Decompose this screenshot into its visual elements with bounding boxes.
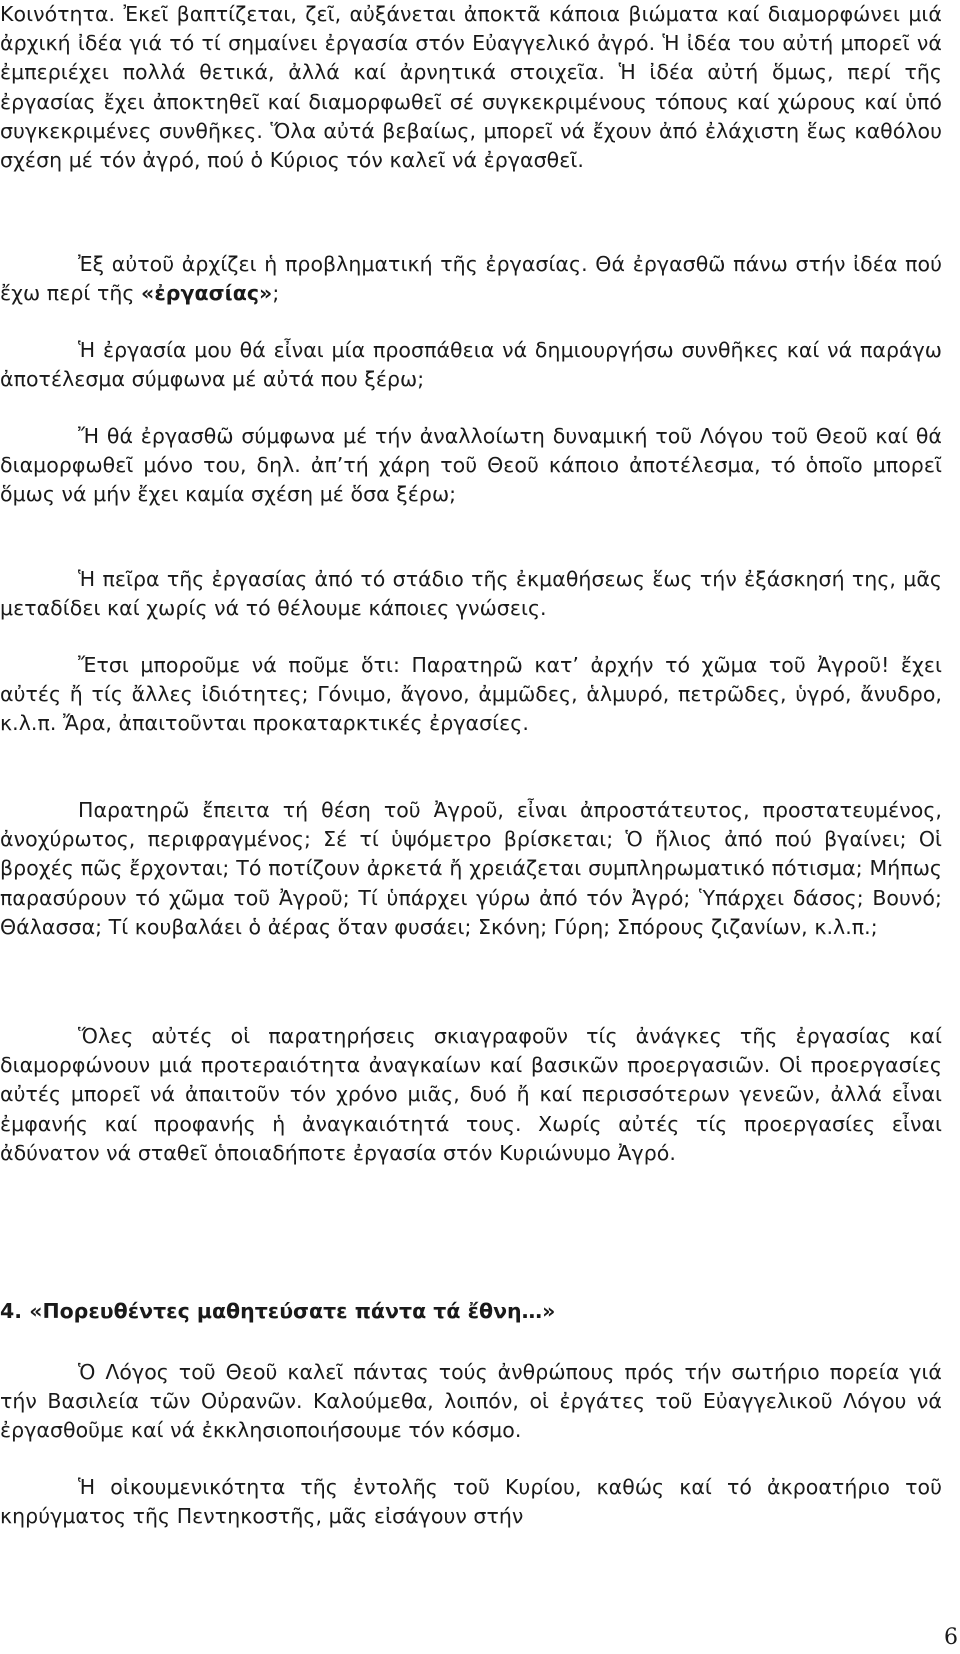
emphasis-ergasias: «ἐργασίας» bbox=[141, 281, 273, 306]
paragraph-6: Ἔτσι μποροῦμε νά ποῦμε ὅτι: Παρατηρῶ κατ’ ἀρχήν τό χῶμα τοῦ Ἀγροῦ! ἔχει αὐτές ἤ τίς ἄλλες ἰδιότητες; Γόνιμο, ἄγονο, ἀμμῶδες, ἁλμυρό, πετρῶδες, ὑγρό, ἄνυδρο, κ.λ.π. Ἄρα, ἀπαιτοῦνται προκαταρκτικές ἐργασίες. bbox=[0, 653, 942, 736]
paragraph-7: Παρατηρῶ ἔπειτα τή θέση τοῦ Ἀγροῦ, εἶναι ἀπροστάτευτος, προστατευμένος, ἀνοχύρωτος, περιφραγμένος; Σέ τί ὑψόμετρο βρίσκεται; Ὁ ἥλιος ἀπό πού βγαίνει; Οἱ βροχές πῶς ἔρχονται; Τό ποτίζουν ἀρκετά ἤ χρειάζεται συμπληρωματικό πότισμα; Μήπως παρασύρουν τό χῶμα τοῦ Ἀγροῦ; Τί ὑπάρχει γύρω ἀπό τόν Ἀγρό; Ὑπάρχει δάσος; Βουνό; Θάλασσα; Τί κουβαλάει ὁ ἀέρας ὅταν φυσάει; Σκόνη; Γύρη; Σπόρους ζιζανίων, κ.λ.π.; bbox=[0, 798, 942, 939]
page-number: 6 bbox=[944, 1625, 958, 1650]
paragraph-1: Κοινότητα. Ἐκεῖ βαπτίζεται, ζεῖ, αὐξάνεται ἀποκτᾶ κάποια βιώματα καί διαμορφώνει μιά ἀρχική ἰδέα γιά τό τί σημαίνει ἐργασία στόν Εὐαγγελικό ἀγρό. Ἡ ἰδέα του αὐτή μπορεῖ νά ἐμπεριέχει πολλά θετικά, ἀλλά καί ἀρνητικά στοιχεῖα. Ἡ ἰδέα αὐτή ὅμως, περί τῆς ἐργασίας ἔχει ἀποκτηθεῖ καί διαμορφωθεῖ σέ συγκεκριμένους τόπους καί χώρους καί ὑπό συγκεκριμένες συνθῆκες. Ὅλα αὐτά βεβαίως, μπορεῖ νά ἔχουν ἀπό ἐλάχιστη ἕως καθόλου σχέση μέ τόν ἀγρό, πού ὁ Κύριος τόν καλεῖ νά ἐργασθεῖ. bbox=[0, 2, 942, 173]
paragraph-3: Ἡ ἐργασία μου θά εἶναι μία προσπάθεια νά δημιουργήσω συνθῆκες καί νά παράγω ἀποτέλεσμα σύμφωνα μέ αὐτά που ξέρω; bbox=[0, 338, 942, 392]
section-heading bbox=[0, 1297, 942, 1326]
section-number: 4. bbox=[0, 1299, 23, 1323]
paragraph-8: Ὅλες αὐτές οἱ παρατηρήσεις σκιαγραφοῦν τίς ἀνάγκες τῆς ἐργασίας καί διαμορφώνουν μιά προτεραιότητα ἀναγκαίων καί βασικῶν προεργασιῶν. Οἱ προεργασίες αὐτές μπορεῖ νά ἀπαιτοῦν τόν χρόνο μιᾶς, δυό ἤ καί περισσότερων γενεῶν, ἀλλά εἶναι ἐμφανής καί προφανής ἡ ἀναγκαιότητά τους. Χωρίς αὐτές τίς προεργασίες εἶναι ἀδύνατον νά σταθεῖ ὁποιαδήποτε ἐργασία στόν Κυριώνυμο Ἀγρό. bbox=[0, 1024, 942, 1165]
paragraph-10: Ἡ οἰκουμενικότητα τῆς ἐντολῆς τοῦ Κυρίου, καθώς καί τό ἀκροατήριο τοῦ κηρύγματος τῆς Πεντηκοστῆς, μᾶς εἰσάγουν στήν bbox=[0, 1475, 942, 1529]
paragraph-4: Ἤ θά ἐργασθῶ σύμφωνα μέ τήν ἀναλλοίωτη δυναμική τοῦ Λόγου τοῦ Θεοῦ καί θά διαμορφωθεῖ μόνο του, δηλ. ἀπ’τή χάρη τοῦ Θεοῦ κάποιο ἀποτέλεσμα, τό ὁποῖο μπορεῖ ὅμως νά μήν ἔχει καμία σχέση μέ ὅσα ξέρω; bbox=[0, 424, 942, 507]
section-title: «Πορευθέντες μαθητεύσατε πάντα τά ἔθνη…» bbox=[29, 1299, 556, 1323]
paragraph-2-text: Ἐξ αὐτοῦ ἀρχίζει ἡ προβληματική τῆς ἐργασίας. Θά ἐργασθῶ πάνω στήν ἰδέα πού ἔχω περί τῆς bbox=[0, 252, 942, 306]
paragraph-2 bbox=[0, 250, 942, 308]
paragraph-5: Ἡ πεῖρα τῆς ἐργασίας ἀπό τό στάδιο τῆς ἐκμαθήσεως ἕως τήν ἐξάσκησή της, μᾶς μεταδίδει καί χωρίς νά τό θέλουμε κάποιες γνώσεις. bbox=[0, 567, 942, 621]
paragraph-2-end: ; bbox=[272, 281, 280, 306]
paragraph-9: Ὁ Λόγος τοῦ Θεοῦ καλεῖ πάντας τούς ἀνθρώπους πρός τήν σωτήριο πορεία γιά τήν Βασιλεία τῶν Οὐρανῶν. Καλούμεθα, λοιπόν, οἱ ἐργάτες τοῦ Εὐαγγελικοῦ Λόγου νά ἐργασθοῦμε καί νά ἐκκλησιοποιήσουμε τόν κόσμο. bbox=[0, 1360, 942, 1443]
